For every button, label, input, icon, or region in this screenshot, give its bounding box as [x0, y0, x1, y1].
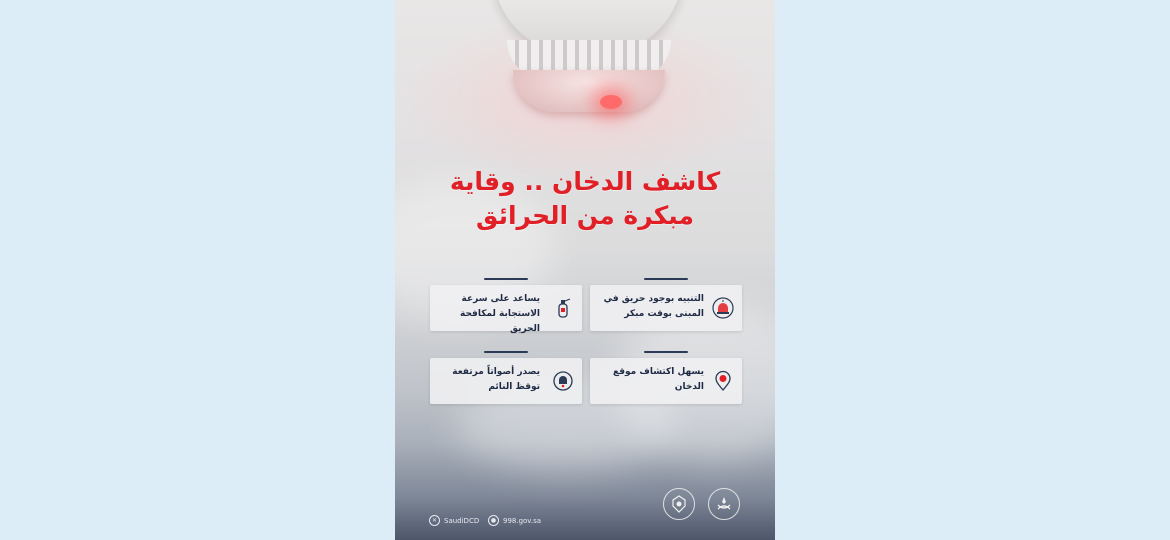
civil-defense-emblem-icon	[663, 488, 695, 520]
alarm-light-icon	[712, 297, 734, 319]
fire-extinguisher-icon	[552, 297, 574, 319]
info-card-early-alert	[590, 285, 742, 331]
social-handle-text: SaudiDCD	[444, 516, 480, 525]
social-handle[interactable]	[429, 515, 479, 526]
x-logo-icon: ✕	[429, 515, 440, 526]
card-text: يصدر أصواتاً مرتفعة توقظ النائم	[452, 367, 540, 392]
detector-led	[600, 95, 622, 109]
card-text: يسهل اكتشاف موقع الدخان	[612, 367, 704, 392]
website-text: 998.gov.sa	[503, 516, 542, 525]
smoke-detector-poster	[395, 0, 775, 540]
title-line-1: كاشف الدخان .. وقاية	[449, 167, 721, 196]
title-line-2: مبكرة من الحرائق	[476, 201, 694, 230]
website[interactable]	[488, 515, 541, 526]
card-text: التنبيه بوجود حريق في المبنى بوقت مبكر	[603, 294, 704, 319]
poster-title	[395, 165, 775, 233]
globe-icon: ●	[488, 515, 499, 526]
bell-icon	[552, 370, 574, 392]
ministry-emblem-icon	[708, 488, 740, 520]
info-card-fast-response	[430, 285, 582, 334]
info-card-locate-smoke	[590, 358, 742, 404]
poster-footer	[395, 480, 775, 540]
location-fire-icon	[712, 370, 734, 392]
info-card-loud-sound	[430, 358, 582, 404]
card-text: يساعد على سرعة الاستجابة لمكافحة الحريق	[459, 294, 540, 334]
